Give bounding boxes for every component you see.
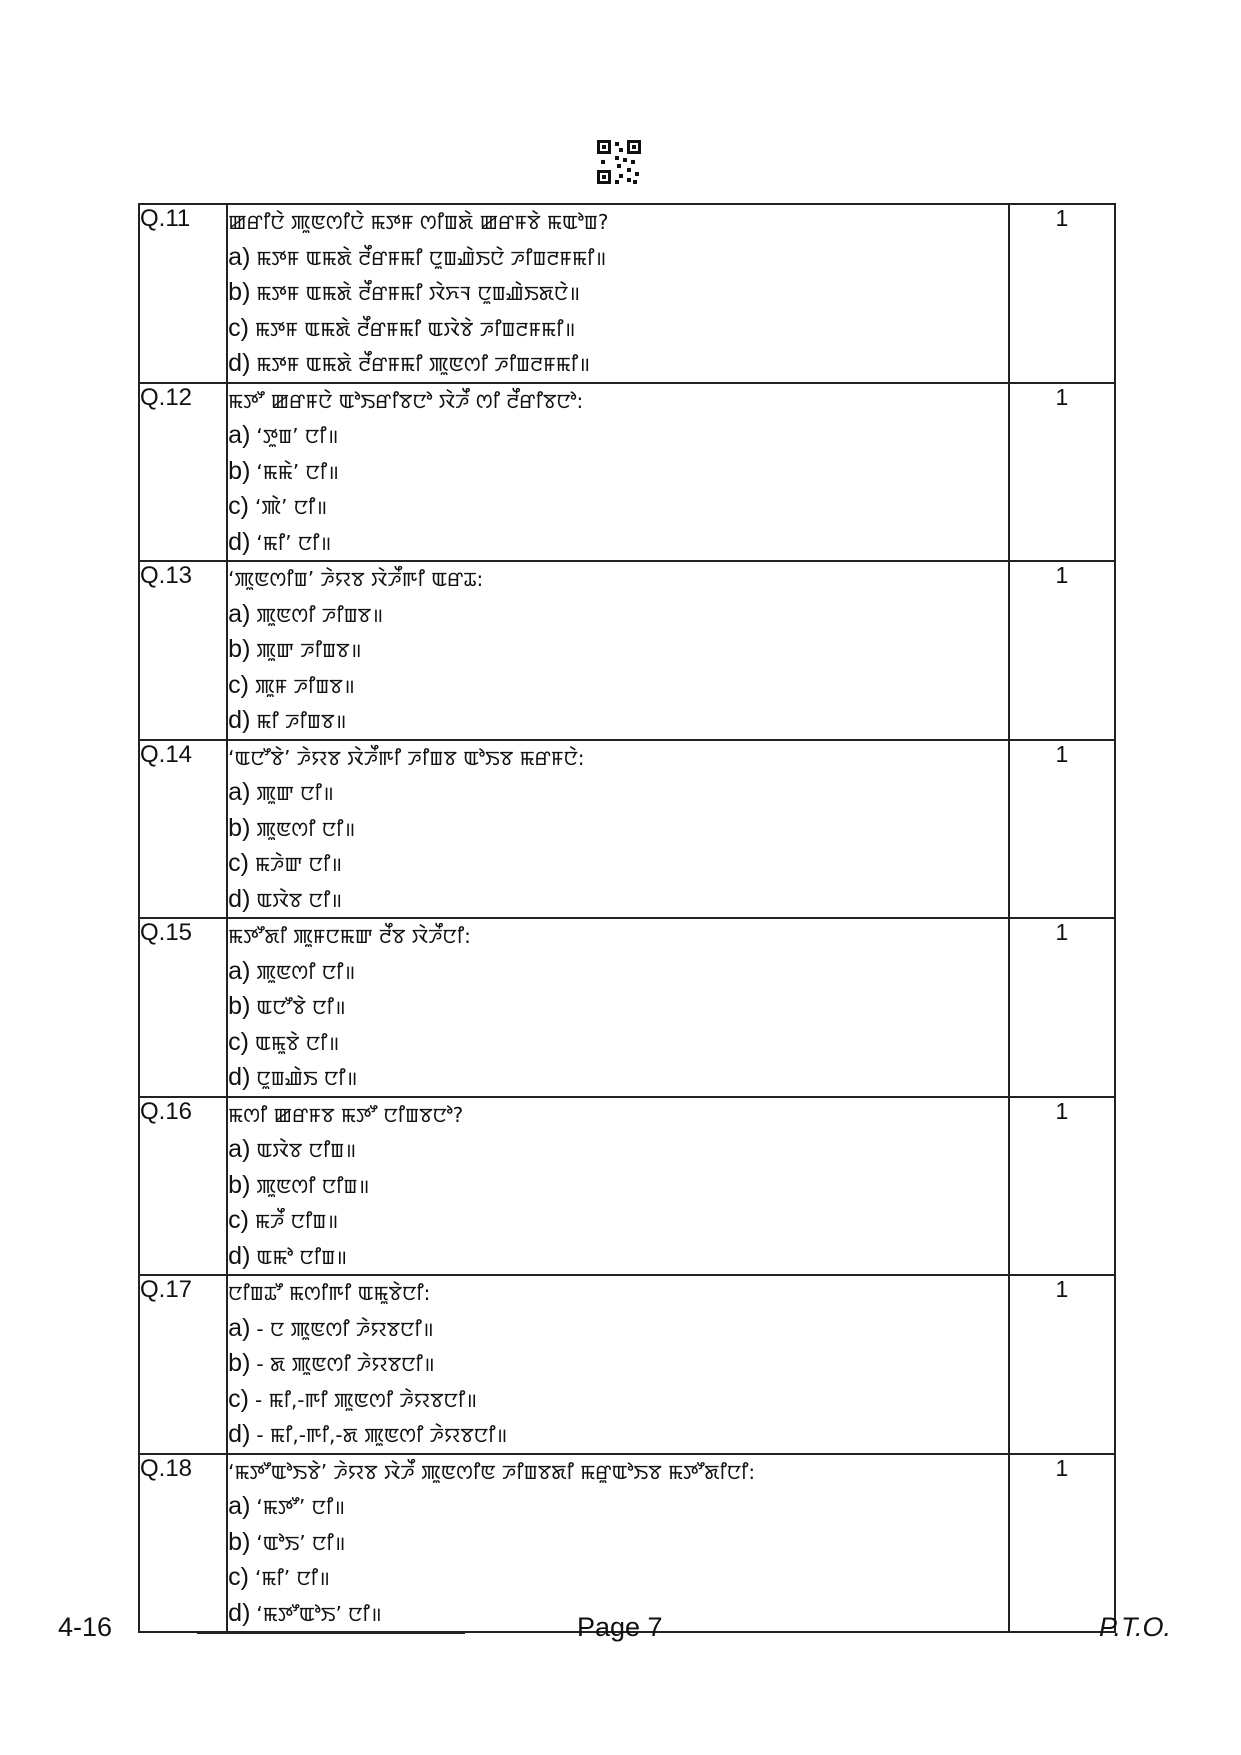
option-item	[228, 597, 1008, 633]
question-row	[139, 561, 1115, 740]
question-text: ꯃꯇꯧꯗꯤ ꯄꯨꯝꯅꯃꯛ ꯂꯩꯕ ꯋꯥꯍꯩꯅꯤ:	[228, 924, 471, 948]
question-row	[139, 383, 1115, 562]
option-label: a)	[228, 1135, 251, 1163]
option-label: b)	[228, 635, 251, 663]
page-number: Page 7	[577, 1612, 663, 1642]
option-item	[228, 775, 1008, 811]
option-label: b)	[228, 813, 251, 842]
option-label: c)	[228, 849, 249, 877]
option-item	[228, 489, 1008, 525]
option-text: ‘ꯃꯇꯧꯑꯣꯏ’ ꯅꯤ॥	[256, 1601, 382, 1626]
option-text: - ꯃꯤ,-ꯒꯤ,-ꯗ ꯄꯨꯟꯁꯤ ꯍꯥꯌꯕꯅꯤ॥	[256, 1423, 508, 1447]
option-text: ‘ꯃꯇꯧ’ ꯅꯤ॥	[256, 1495, 346, 1519]
option-item	[228, 1346, 1008, 1382]
question-text: ꯃꯁꯤ ꯀꯔꯝꯕ ꯃꯇꯧ ꯅꯤꯡꯕꯅꯣ?	[228, 1102, 464, 1127]
option-text: - ꯃꯤ,-ꯒꯤ ꯄꯨꯟꯁꯤ ꯍꯥꯌꯕꯅꯤ॥	[255, 1387, 478, 1412]
question-row	[139, 1275, 1115, 1454]
option-label: d)	[228, 1420, 251, 1448]
option-label: a)	[228, 421, 251, 449]
option-item	[228, 311, 1008, 347]
option-text: ꯃꯇꯝ ꯑꯃꯗꯥ ꯂꯩꯔꯝꯃꯤ ꯄꯨꯟꯁꯤ ꯍꯤꯡꯂꯝꯃꯤ॥	[256, 352, 591, 376]
option-text: ꯑꯅꯧꯕꯥ ꯅꯤ॥	[256, 995, 346, 1019]
option-item	[228, 525, 1008, 561]
option-text: ꯄꯨꯛ ꯅꯤ॥	[256, 781, 334, 805]
option-item	[228, 989, 1008, 1025]
option-text: ꯑꯋꯥꯕ ꯅꯤ॥	[256, 887, 343, 912]
option-text: ꯄꯨꯝ ꯍꯤꯡꯕ॥	[255, 673, 355, 698]
option-item	[228, 846, 1008, 882]
question-mark: 1	[1009, 561, 1115, 740]
option-text: ꯄꯨꯛ ꯍꯤꯡꯕ॥	[256, 638, 362, 662]
option-item	[228, 1560, 1008, 1596]
question-number: Q.18	[139, 1454, 227, 1633]
option-text: - ꯅ ꯄꯨꯟꯁꯤ ꯍꯥꯌꯕꯅꯤ॥	[256, 1316, 434, 1341]
option-item	[228, 1239, 1008, 1275]
option-label: b)	[228, 1170, 251, 1199]
option-text: ꯑꯋꯥꯕ ꯅꯤꯡ॥	[256, 1138, 357, 1162]
option-text: - ꯗ ꯄꯨꯟꯁꯤ ꯍꯥꯌꯕꯅꯤ॥	[256, 1352, 435, 1376]
option-text: ꯄꯨꯟꯁꯤ ꯅꯤ॥	[256, 816, 356, 841]
question-mark: 1	[1009, 383, 1115, 562]
option-label: d)	[228, 706, 251, 734]
option-item	[228, 668, 1008, 704]
option-label: c)	[228, 670, 249, 699]
option-label: c)	[228, 492, 249, 520]
option-label: b)	[228, 1349, 251, 1377]
option-text: ‘ꯃꯤ’ ꯅꯤ॥	[255, 1566, 330, 1590]
option-item	[228, 1311, 1008, 1347]
option-item	[228, 882, 1008, 918]
option-text: ꯑꯃꯣ ꯅꯤꯡ॥	[256, 1244, 348, 1269]
question-text: ꯅꯤꯡꯊꯧ ꯃꯁꯤꯒꯤ ꯑꯃꯨꯕꯥꯅꯤ:	[228, 1281, 431, 1305]
option-label: a)	[228, 956, 251, 985]
question-number: Q.13	[139, 561, 227, 740]
option-item	[228, 1525, 1008, 1561]
option-item	[228, 1060, 1008, 1096]
paper-code: 4-16	[58, 1612, 113, 1642]
option-item	[228, 954, 1008, 990]
option-item	[228, 240, 1008, 276]
option-text: ꯃꯍꯩ ꯅꯤꯡ॥	[255, 1209, 339, 1233]
option-label: c)	[228, 1563, 249, 1591]
option-label: d)	[228, 884, 251, 913]
option-label: b)	[228, 456, 251, 485]
question-text: ‘ꯃꯇꯧꯑꯣꯏꯕꯥ’ ꯍꯥꯌꯕ ꯋꯥꯍꯩ ꯄꯨꯟꯁꯤꯟ ꯍꯤꯡꯕꯗꯤ ꯃꯔꯨꯑꯣꯏꯕ ꯃꯇꯧꯗꯤꯅꯤ:	[228, 1459, 756, 1484]
question-mark: 1	[1009, 918, 1115, 1097]
question-row	[139, 1454, 1115, 1633]
option-item	[228, 1025, 1008, 1061]
question-number: Q.11	[139, 204, 227, 383]
option-label: d)	[228, 1598, 251, 1627]
option-text: ‘ꯄꯥ’ ꯅꯤ॥	[255, 495, 328, 519]
option-item	[228, 1417, 1008, 1453]
question-mark: 1	[1009, 204, 1115, 383]
question-row	[139, 204, 1115, 383]
option-item	[228, 703, 1008, 739]
option-text: ꯃꯇꯝ ꯑꯃꯗꯥ ꯂꯩꯔꯝꯃꯤ ꯅꯨꯡꯉꯥꯏꯅꯥ ꯍꯤꯡꯂꯝꯃꯤ॥	[256, 245, 607, 270]
option-label: d)	[228, 1063, 251, 1091]
question-body	[227, 1454, 1009, 1633]
option-text: ꯃꯇꯝ ꯑꯃꯗꯥ ꯂꯩꯔꯝꯃꯤ ꯋꯥꯈꯜ ꯅꯨꯡꯉꯥꯏꯗꯅꯥ॥	[256, 281, 581, 305]
option-label: d)	[228, 527, 251, 556]
qr-code-icon	[597, 140, 641, 184]
question-row	[139, 918, 1115, 1097]
option-item	[228, 346, 1008, 382]
option-text: ꯃꯤ ꯍꯤꯡꯕ॥	[256, 709, 347, 733]
question-body	[227, 1275, 1009, 1454]
option-item	[228, 1168, 1008, 1204]
option-text: ‘ꯃꯤ’ ꯅꯤ॥	[256, 530, 332, 555]
option-item	[228, 632, 1008, 668]
option-item	[228, 1382, 1008, 1418]
option-item	[228, 1489, 1008, 1525]
questions-table	[138, 203, 1116, 1633]
question-body	[227, 1097, 1009, 1276]
option-label: a)	[228, 1313, 251, 1342]
option-text: ꯑꯃꯨꯕꯥ ꯅꯤ॥	[255, 1030, 340, 1055]
question-mark: 1	[1009, 740, 1115, 919]
option-label: d)	[228, 349, 251, 377]
question-body	[227, 740, 1009, 919]
option-item	[228, 1203, 1008, 1239]
option-item	[228, 454, 1008, 490]
question-body	[227, 561, 1009, 740]
question-row	[139, 1097, 1115, 1276]
question-number: Q.15	[139, 918, 227, 1097]
option-item	[228, 1132, 1008, 1168]
question-number: Q.14	[139, 740, 227, 919]
option-label: a)	[228, 599, 251, 628]
option-text: ꯄꯨꯟꯁꯤ ꯍꯤꯡꯕ॥	[256, 602, 384, 627]
option-item	[228, 418, 1008, 454]
option-label: c)	[228, 313, 249, 342]
question-number: Q.17	[139, 1275, 227, 1454]
option-label: c)	[228, 1206, 249, 1234]
option-text: ‘ꯑꯣꯏ’ ꯅꯤ॥	[256, 1530, 346, 1555]
question-mark: 1	[1009, 1454, 1115, 1633]
question-number: Q.16	[139, 1097, 227, 1276]
question-row	[139, 740, 1115, 919]
option-text: ꯃꯇꯝ ꯑꯃꯗꯥ ꯂꯩꯔꯝꯃꯤ ꯑꯋꯥꯕꯥ ꯍꯤꯡꯂꯝꯃꯤ॥	[255, 316, 576, 341]
pto-label: P.T.O.	[1099, 1612, 1172, 1642]
option-label: b)	[228, 992, 251, 1020]
option-label: b)	[228, 1527, 251, 1556]
option-label: c)	[228, 1384, 249, 1413]
option-text: ꯃꯍꯥꯛ ꯅꯤ॥	[255, 852, 343, 876]
question-text: ‘ꯄꯨꯟꯁꯤꯡ’ ꯍꯥꯌꯕ ꯋꯥꯍꯩꯒꯤ ꯑꯔꯊ:	[228, 567, 484, 591]
option-label: b)	[228, 278, 251, 306]
question-body	[227, 383, 1009, 562]
question-text: ꯀꯔꯤꯅꯥ ꯄꯨꯟꯁꯤꯅꯥ ꯃꯇꯝ ꯁꯤꯡꯗꯥ ꯀꯔꯝꯕꯥ ꯃꯑꯣꯡ?	[228, 210, 609, 234]
option-label: a)	[228, 242, 251, 271]
question-mark: 1	[1009, 1275, 1115, 1454]
option-label: d)	[228, 1241, 251, 1270]
question-body	[227, 918, 1009, 1097]
option-text: ‘ꯇꯨꯡ’ ꯅꯤ॥	[256, 424, 339, 448]
option-item	[228, 811, 1008, 847]
option-label: a)	[228, 1492, 251, 1520]
question-text: ꯃꯇꯧ ꯀꯔꯝꯅꯥ ꯑꯣꯏꯔꯤꯕꯅꯣ ꯋꯥꯍꯩ ꯁꯤ ꯂꯩꯔꯤꯕꯅꯣ:	[228, 388, 584, 413]
option-text: ꯅꯨꯡꯉꯥꯏ ꯅꯤ॥	[256, 1066, 358, 1090]
question-number: Q.12	[139, 383, 227, 562]
option-label: a)	[228, 778, 251, 806]
option-text: ꯄꯨꯟꯁꯤ ꯅꯤꯡ॥	[256, 1173, 370, 1198]
question-text: ‘ꯑꯅꯧꯕꯥ’ ꯍꯥꯌꯕ ꯋꯥꯍꯩꯒꯤ ꯍꯤꯡꯕ ꯑꯣꯏꯕ ꯃꯔꯝꯅꯥ:	[228, 745, 585, 770]
footer-rule	[197, 1632, 465, 1634]
question-body	[227, 204, 1009, 383]
option-item	[228, 275, 1008, 311]
option-label: c)	[228, 1027, 249, 1056]
option-text: ꯄꯨꯟꯁꯤ ꯅꯤ॥	[256, 959, 356, 984]
option-text: ‘ꯃꯃꯥ’ ꯅꯤ॥	[256, 459, 340, 484]
question-mark: 1	[1009, 1097, 1115, 1276]
